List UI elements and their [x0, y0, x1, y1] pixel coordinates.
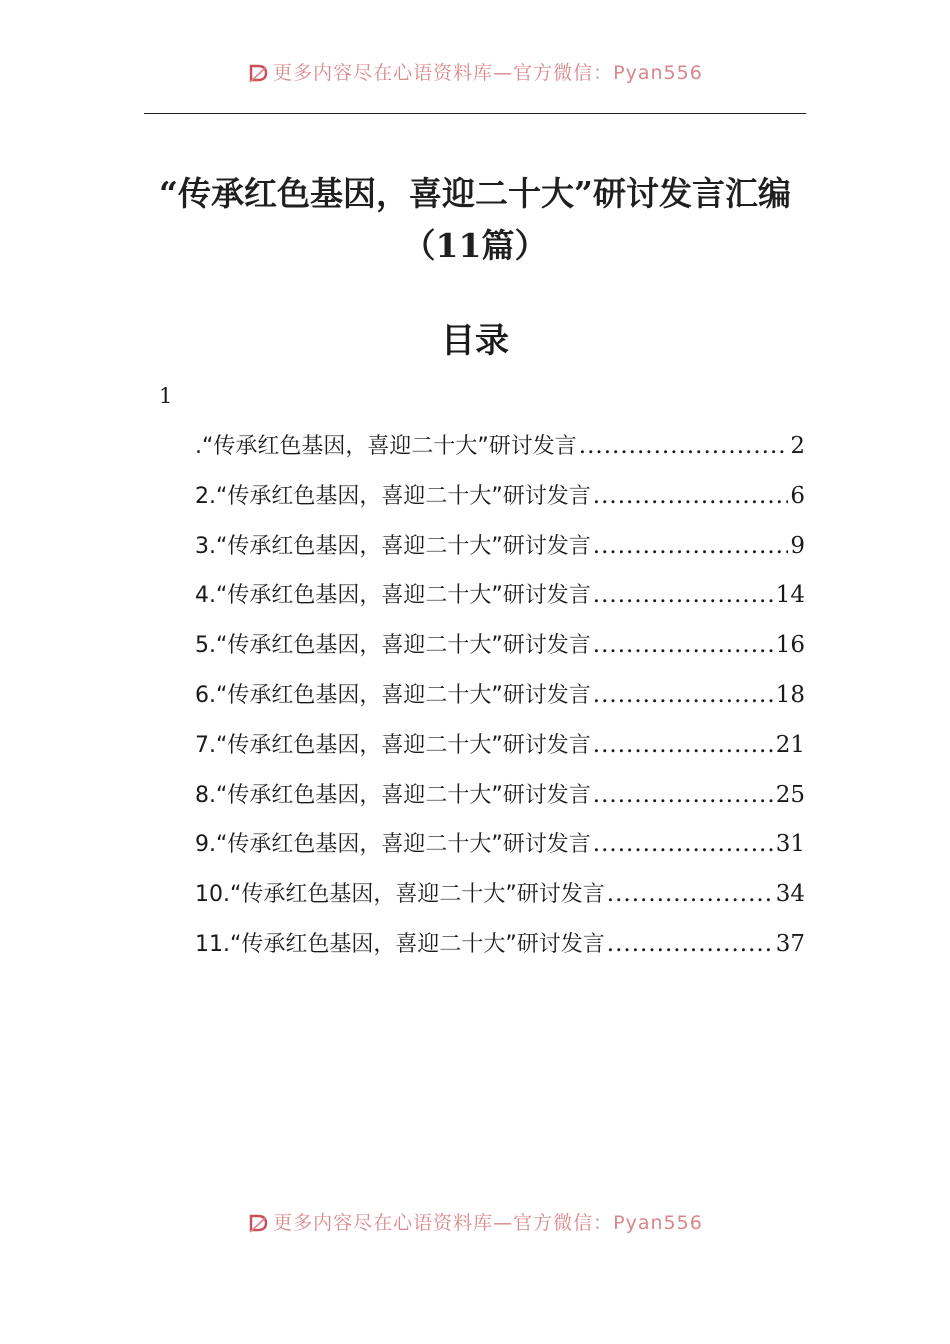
- dot-leader: [593, 572, 774, 618]
- toc-entry[interactable]: [195, 523, 805, 573]
- header-rule: [144, 113, 806, 114]
- dot-leader: [593, 523, 789, 569]
- toc-entry-label: 10.“传承红色基因，喜迎二十大”研讨发言: [195, 882, 605, 908]
- toc-entry[interactable]: [195, 423, 805, 473]
- footer-watermark: [0, 1208, 950, 1235]
- toc-entry-page: 6: [790, 482, 805, 509]
- toc-entry[interactable]: [195, 921, 805, 971]
- toc-entry-label: 8.“传承红色基因，喜迎二十大”研讨发言: [195, 782, 591, 808]
- toc-entry[interactable]: [195, 871, 805, 921]
- toc-entry-page: 37: [775, 930, 805, 957]
- d-logo-icon: [247, 1212, 269, 1234]
- toc-entry-page: 34: [775, 881, 805, 908]
- header-watermark: [0, 58, 950, 85]
- toc-entry-label: .“传承红色基因，喜迎二十大”研讨发言: [195, 434, 577, 459]
- toc-heading: 目录: [441, 321, 509, 361]
- watermark-text: 更多内容尽在心语资料库—官方微信：Pyan556: [273, 62, 703, 84]
- dot-leader: [607, 871, 774, 917]
- toc-entry-page: 14: [775, 582, 805, 609]
- dot-leader: [593, 473, 789, 519]
- toc-entry-page: 18: [775, 681, 805, 708]
- dot-leader: [593, 821, 774, 867]
- toc-entry[interactable]: [195, 672, 805, 722]
- toc-entry-label: 5.“传承红色基因，喜迎二十大”研讨发言: [195, 633, 591, 659]
- toc-entry[interactable]: [195, 572, 805, 622]
- watermark-text: 更多内容尽在心语资料库—官方微信：Pyan556: [273, 1212, 703, 1234]
- toc-entry-page: 21: [775, 731, 805, 758]
- dot-leader: [593, 672, 774, 718]
- dot-leader: [579, 423, 789, 469]
- toc-entry-label: 7.“传承红色基因，喜迎二十大”研讨发言: [195, 732, 591, 758]
- toc-stray-number: 1: [159, 384, 173, 408]
- toc-entry[interactable]: [195, 821, 805, 871]
- toc-entry-label: 2.“传承红色基因，喜迎二十大”研讨发言: [195, 483, 591, 509]
- toc-entry[interactable]: [195, 772, 805, 822]
- toc-entry-page: 31: [775, 831, 805, 858]
- toc-entry[interactable]: [195, 722, 805, 772]
- toc-entry-label: 4.“传承红色基因，喜迎二十大”研讨发言: [195, 583, 591, 609]
- d-logo-icon: [247, 62, 269, 84]
- toc-entry-label: 9.“传承红色基因，喜迎二十大”研讨发言: [195, 832, 591, 858]
- toc-entry[interactable]: [195, 622, 805, 672]
- toc-entry-label: 3.“传承红色基因，喜迎二十大”研讨发言: [195, 533, 591, 559]
- toc-list: [195, 423, 805, 971]
- toc-entry-label: 11.“传承红色基因，喜迎二十大”研讨发言: [195, 931, 605, 957]
- toc-entry[interactable]: [195, 473, 805, 523]
- dot-leader: [593, 622, 774, 668]
- dot-leader: [593, 722, 774, 768]
- dot-leader: [607, 921, 774, 967]
- document-title: “传承红色基因，喜迎二十大”研讨发言汇编（11篇）: [159, 174, 791, 265]
- toc-entry-page: 25: [775, 781, 805, 808]
- toc-entry-label: 6.“传承红色基因，喜迎二十大”研讨发言: [195, 682, 591, 708]
- toc-entry-page: 9: [790, 532, 805, 559]
- toc-entry-page: 16: [775, 632, 805, 659]
- dot-leader: [593, 772, 774, 818]
- toc-entry-page: 2: [790, 433, 805, 459]
